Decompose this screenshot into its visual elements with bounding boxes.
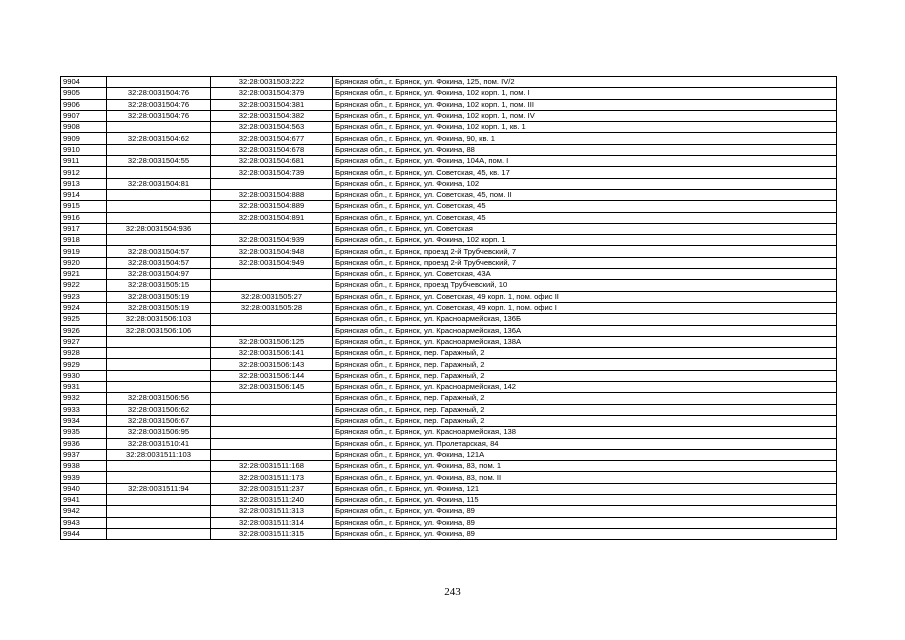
row-number-cell: 9936 <box>61 438 107 449</box>
parent-cadastral-number-cell: 32:28:0031504:76 <box>107 110 211 121</box>
page-number: 243 <box>444 586 461 598</box>
parent-cadastral-number-cell: 32:28:0031510:41 <box>107 438 211 449</box>
address-cell: Брянская обл., г. Брянск, ул. Фокина, 125, пом. IV/2 <box>333 77 837 88</box>
row-number-cell: 9930 <box>61 370 107 381</box>
row-number-cell: 9915 <box>61 201 107 212</box>
cadastral-number-cell <box>211 223 333 234</box>
property-register-table <box>60 76 837 540</box>
parent-cadastral-number-cell: 32:28:0031511:103 <box>107 449 211 460</box>
row-number-cell: 9923 <box>61 291 107 302</box>
parent-cadastral-number-cell <box>107 528 211 539</box>
cadastral-number-cell <box>211 438 333 449</box>
cadastral-number-cell <box>211 415 333 426</box>
address-cell: Брянская обл., г. Брянск, проезд 2-й Трубчевский, 7 <box>333 257 837 268</box>
table-row <box>61 122 837 133</box>
address-cell: Брянская обл., г. Брянск, ул. Красноармейская, 142 <box>333 382 837 393</box>
address-cell: Брянская обл., г. Брянск, ул. Советская, 43А <box>333 269 837 280</box>
cadastral-number-cell <box>211 280 333 291</box>
address-cell: Брянская обл., г. Брянск, ул. Советская, 45, кв. 17 <box>333 167 837 178</box>
table-row <box>61 494 837 505</box>
table-row <box>61 212 837 223</box>
row-number-cell: 9904 <box>61 77 107 88</box>
row-number-cell: 9912 <box>61 167 107 178</box>
address-cell: Брянская обл., г. Брянск, ул. Фокина, 102 <box>333 178 837 189</box>
row-number-cell: 9905 <box>61 88 107 99</box>
table-row <box>61 77 837 88</box>
address-cell: Брянская обл., г. Брянск, пер. Гаражный, 2 <box>333 348 837 359</box>
address-cell: Брянская обл., г. Брянск, ул. Фокина, 102 корп. 1, кв. 1 <box>333 122 837 133</box>
row-number-cell: 9927 <box>61 336 107 347</box>
parent-cadastral-number-cell <box>107 189 211 200</box>
table-row <box>61 393 837 404</box>
parent-cadastral-number-cell: 32:28:0031504:55 <box>107 156 211 167</box>
address-cell: Брянская обл., г. Брянск, пер. Гаражный, 2 <box>333 359 837 370</box>
address-cell: Брянская обл., г. Брянск, ул. Фокина, 90, кв. 1 <box>333 133 837 144</box>
address-cell: Брянская обл., г. Брянск, ул. Советская, 45 <box>333 212 837 223</box>
table-body <box>61 77 837 540</box>
cadastral-number-cell: 32:28:0031506:144 <box>211 370 333 381</box>
table-row <box>61 280 837 291</box>
parent-cadastral-number-cell: 32:28:0031504:97 <box>107 269 211 280</box>
table-row <box>61 223 837 234</box>
address-cell: Брянская обл., г. Брянск, ул. Фокина, 89 <box>333 506 837 517</box>
table-row <box>61 336 837 347</box>
parent-cadastral-number-cell <box>107 212 211 223</box>
row-number-cell: 9925 <box>61 314 107 325</box>
row-number-cell: 9908 <box>61 122 107 133</box>
address-cell: Брянская обл., г. Брянск, ул. Пролетарская, 84 <box>333 438 837 449</box>
address-cell: Брянская обл., г. Брянск, ул. Фокина, 83, пом. II <box>333 472 837 483</box>
table-row <box>61 167 837 178</box>
table-row <box>61 257 837 268</box>
table-row <box>61 235 837 246</box>
address-cell: Брянская обл., г. Брянск, ул. Фокина, 102 корп. 1, пом. IV <box>333 110 837 121</box>
address-cell: Брянская обл., г. Брянск, проезд 2-й Трубчевский, 7 <box>333 246 837 257</box>
table-row <box>61 506 837 517</box>
cadastral-number-cell: 32:28:0031505:27 <box>211 291 333 302</box>
table-row <box>61 359 837 370</box>
parent-cadastral-number-cell: 32:28:0031506:56 <box>107 393 211 404</box>
parent-cadastral-number-cell: 32:28:0031506:103 <box>107 314 211 325</box>
address-cell: Брянская обл., г. Брянск, ул. Фокина, 89 <box>333 517 837 528</box>
table-row <box>61 461 837 472</box>
table-row <box>61 528 837 539</box>
cadastral-number-cell: 32:28:0031511:314 <box>211 517 333 528</box>
parent-cadastral-number-cell: 32:28:0031504:76 <box>107 99 211 110</box>
table-row <box>61 404 837 415</box>
parent-cadastral-number-cell: 32:28:0031511:94 <box>107 483 211 494</box>
row-number-cell: 9932 <box>61 393 107 404</box>
row-number-cell: 9929 <box>61 359 107 370</box>
cadastral-number-cell: 32:28:0031511:237 <box>211 483 333 494</box>
parent-cadastral-number-cell: 32:28:0031506:106 <box>107 325 211 336</box>
parent-cadastral-number-cell <box>107 382 211 393</box>
table-row <box>61 483 837 494</box>
parent-cadastral-number-cell <box>107 122 211 133</box>
parent-cadastral-number-cell <box>107 506 211 517</box>
row-number-cell: 9934 <box>61 415 107 426</box>
parent-cadastral-number-cell: 32:28:0031504:81 <box>107 178 211 189</box>
row-number-cell: 9941 <box>61 494 107 505</box>
parent-cadastral-number-cell <box>107 336 211 347</box>
cadastral-number-cell: 32:28:0031504:891 <box>211 212 333 223</box>
address-cell: Брянская обл., г. Брянск, проезд Трубчевский, 10 <box>333 280 837 291</box>
table-row <box>61 517 837 528</box>
table-row <box>61 302 837 313</box>
cadastral-number-cell <box>211 325 333 336</box>
cadastral-number-cell: 32:28:0031511:168 <box>211 461 333 472</box>
cadastral-number-cell: 32:28:0031504:888 <box>211 189 333 200</box>
cadastral-number-cell: 32:28:0031504:889 <box>211 201 333 212</box>
row-number-cell: 9944 <box>61 528 107 539</box>
cadastral-number-cell: 32:28:0031506:145 <box>211 382 333 393</box>
cadastral-number-cell: 32:28:0031503:222 <box>211 77 333 88</box>
parent-cadastral-number-cell <box>107 472 211 483</box>
table-row <box>61 99 837 110</box>
row-number-cell: 9924 <box>61 302 107 313</box>
table-row <box>61 325 837 336</box>
cadastral-number-cell: 32:28:0031505:28 <box>211 302 333 313</box>
row-number-cell: 9918 <box>61 235 107 246</box>
cadastral-number-cell: 32:28:0031506:141 <box>211 348 333 359</box>
address-cell: Брянская обл., г. Брянск, ул. Красноармейская, 138 <box>333 427 837 438</box>
address-cell: Брянская обл., г. Брянск, пер. Гаражный, 2 <box>333 415 837 426</box>
row-number-cell: 9926 <box>61 325 107 336</box>
cadastral-number-cell <box>211 314 333 325</box>
row-number-cell: 9940 <box>61 483 107 494</box>
parent-cadastral-number-cell: 32:28:0031505:19 <box>107 302 211 313</box>
table-row <box>61 269 837 280</box>
row-number-cell: 9935 <box>61 427 107 438</box>
row-number-cell: 9913 <box>61 178 107 189</box>
table-row <box>61 246 837 257</box>
cadastral-number-cell: 32:28:0031506:143 <box>211 359 333 370</box>
table-row <box>61 178 837 189</box>
table-row <box>61 472 837 483</box>
address-cell: Брянская обл., г. Брянск, ул. Фокина, 104А, пом. I <box>333 156 837 167</box>
address-cell: Брянская обл., г. Брянск, ул. Фокина, 88 <box>333 144 837 155</box>
address-cell: Брянская обл., г. Брянск, ул. Советская <box>333 223 837 234</box>
address-cell: Брянская обл., г. Брянск, пер. Гаражный, 2 <box>333 370 837 381</box>
address-cell: Брянская обл., г. Брянск, ул. Фокина, 83, пом. 1 <box>333 461 837 472</box>
cadastral-number-cell: 32:28:0031504:677 <box>211 133 333 144</box>
cadastral-number-cell <box>211 427 333 438</box>
row-number-cell: 9922 <box>61 280 107 291</box>
cadastral-number-cell: 32:28:0031504:939 <box>211 235 333 246</box>
parent-cadastral-number-cell <box>107 494 211 505</box>
row-number-cell: 9916 <box>61 212 107 223</box>
row-number-cell: 9910 <box>61 144 107 155</box>
address-cell: Брянская обл., г. Брянск, ул. Фокина, 115 <box>333 494 837 505</box>
cadastral-number-cell <box>211 178 333 189</box>
cadastral-number-cell: 32:28:0031504:379 <box>211 88 333 99</box>
row-number-cell: 9939 <box>61 472 107 483</box>
table-row <box>61 438 837 449</box>
address-cell: Брянская обл., г. Брянск, ул. Фокина, 89 <box>333 528 837 539</box>
parent-cadastral-number-cell: 32:28:0031504:76 <box>107 88 211 99</box>
table-row <box>61 348 837 359</box>
table-row <box>61 314 837 325</box>
table-row <box>61 291 837 302</box>
cadastral-number-cell: 32:28:0031504:681 <box>211 156 333 167</box>
parent-cadastral-number-cell <box>107 359 211 370</box>
parent-cadastral-number-cell <box>107 235 211 246</box>
row-number-cell: 9909 <box>61 133 107 144</box>
parent-cadastral-number-cell <box>107 348 211 359</box>
parent-cadastral-number-cell <box>107 167 211 178</box>
address-cell: Брянская обл., г. Брянск, ул. Фокина, 102 корп. 1, пом. I <box>333 88 837 99</box>
parent-cadastral-number-cell: 32:28:0031504:57 <box>107 246 211 257</box>
parent-cadastral-number-cell: 32:28:0031506:62 <box>107 404 211 415</box>
cadastral-number-cell: 32:28:0031506:125 <box>211 336 333 347</box>
cadastral-number-cell: 32:28:0031504:382 <box>211 110 333 121</box>
cadastral-number-cell <box>211 269 333 280</box>
parent-cadastral-number-cell <box>107 370 211 381</box>
address-cell: Брянская обл., г. Брянск, ул. Фокина, 121А <box>333 449 837 460</box>
row-number-cell: 9928 <box>61 348 107 359</box>
address-cell: Брянская обл., г. Брянск, ул. Фокина, 102 корп. 1, пом. III <box>333 99 837 110</box>
cadastral-number-cell: 32:28:0031504:949 <box>211 257 333 268</box>
table-row <box>61 133 837 144</box>
table-row <box>61 110 837 121</box>
row-number-cell: 9937 <box>61 449 107 460</box>
cadastral-number-cell: 32:28:0031504:948 <box>211 246 333 257</box>
cadastral-number-cell: 32:28:0031504:678 <box>211 144 333 155</box>
table-row <box>61 382 837 393</box>
row-number-cell: 9938 <box>61 461 107 472</box>
parent-cadastral-number-cell <box>107 517 211 528</box>
cadastral-number-cell: 32:28:0031504:563 <box>211 122 333 133</box>
cadastral-number-cell <box>211 404 333 415</box>
cadastral-number-cell: 32:28:0031504:739 <box>211 167 333 178</box>
address-cell: Брянская обл., г. Брянск, ул. Советская, 45 <box>333 201 837 212</box>
parent-cadastral-number-cell <box>107 461 211 472</box>
address-cell: Брянская обл., г. Брянск, ул. Советская, 49 корп. 1, пом. офис I <box>333 302 837 313</box>
address-cell: Брянская обл., г. Брянск, ул. Красноармейская, 136Б <box>333 314 837 325</box>
row-number-cell: 9919 <box>61 246 107 257</box>
row-number-cell: 9943 <box>61 517 107 528</box>
cadastral-number-cell: 32:28:0031511:315 <box>211 528 333 539</box>
cadastral-number-cell <box>211 393 333 404</box>
address-cell: Брянская обл., г. Брянск, пер. Гаражный, 2 <box>333 393 837 404</box>
cadastral-number-cell: 32:28:0031511:313 <box>211 506 333 517</box>
parent-cadastral-number-cell <box>107 201 211 212</box>
cadastral-number-cell: 32:28:0031511:173 <box>211 472 333 483</box>
parent-cadastral-number-cell: 32:28:0031506:67 <box>107 415 211 426</box>
table-row <box>61 449 837 460</box>
address-cell: Брянская обл., г. Брянск, ул. Советская, 45, пом. II <box>333 189 837 200</box>
parent-cadastral-number-cell: 32:28:0031506:95 <box>107 427 211 438</box>
row-number-cell: 9917 <box>61 223 107 234</box>
parent-cadastral-number-cell: 32:28:0031505:19 <box>107 291 211 302</box>
row-number-cell: 9911 <box>61 156 107 167</box>
row-number-cell: 9933 <box>61 404 107 415</box>
table-row <box>61 415 837 426</box>
parent-cadastral-number-cell: 32:28:0031505:15 <box>107 280 211 291</box>
parent-cadastral-number-cell: 32:28:0031504:936 <box>107 223 211 234</box>
table-row <box>61 156 837 167</box>
row-number-cell: 9920 <box>61 257 107 268</box>
table-row <box>61 370 837 381</box>
address-cell: Брянская обл., г. Брянск, ул. Советская, 49 корп. 1, пом. офис II <box>333 291 837 302</box>
parent-cadastral-number-cell: 32:28:0031504:62 <box>107 133 211 144</box>
row-number-cell: 9931 <box>61 382 107 393</box>
row-number-cell: 9914 <box>61 189 107 200</box>
address-cell: Брянская обл., г. Брянск, ул. Фокина, 121 <box>333 483 837 494</box>
parent-cadastral-number-cell <box>107 144 211 155</box>
table-row <box>61 144 837 155</box>
row-number-cell: 9942 <box>61 506 107 517</box>
address-cell: Брянская обл., г. Брянск, ул. Фокина, 102 корп. 1 <box>333 235 837 246</box>
parent-cadastral-number-cell: 32:28:0031504:57 <box>107 257 211 268</box>
row-number-cell: 9907 <box>61 110 107 121</box>
table-row <box>61 201 837 212</box>
table-row <box>61 427 837 438</box>
cadastral-number-cell <box>211 449 333 460</box>
parent-cadastral-number-cell <box>107 77 211 88</box>
cadastral-number-cell: 32:28:0031504:381 <box>211 99 333 110</box>
row-number-cell: 9906 <box>61 99 107 110</box>
row-number-cell: 9921 <box>61 269 107 280</box>
address-cell: Брянская обл., г. Брянск, ул. Красноармейская, 138А <box>333 336 837 347</box>
table-row <box>61 88 837 99</box>
cadastral-number-cell: 32:28:0031511:240 <box>211 494 333 505</box>
address-cell: Брянская обл., г. Брянск, пер. Гаражный, 2 <box>333 404 837 415</box>
address-cell: Брянская обл., г. Брянск, ул. Красноармейская, 136А <box>333 325 837 336</box>
table-row <box>61 189 837 200</box>
